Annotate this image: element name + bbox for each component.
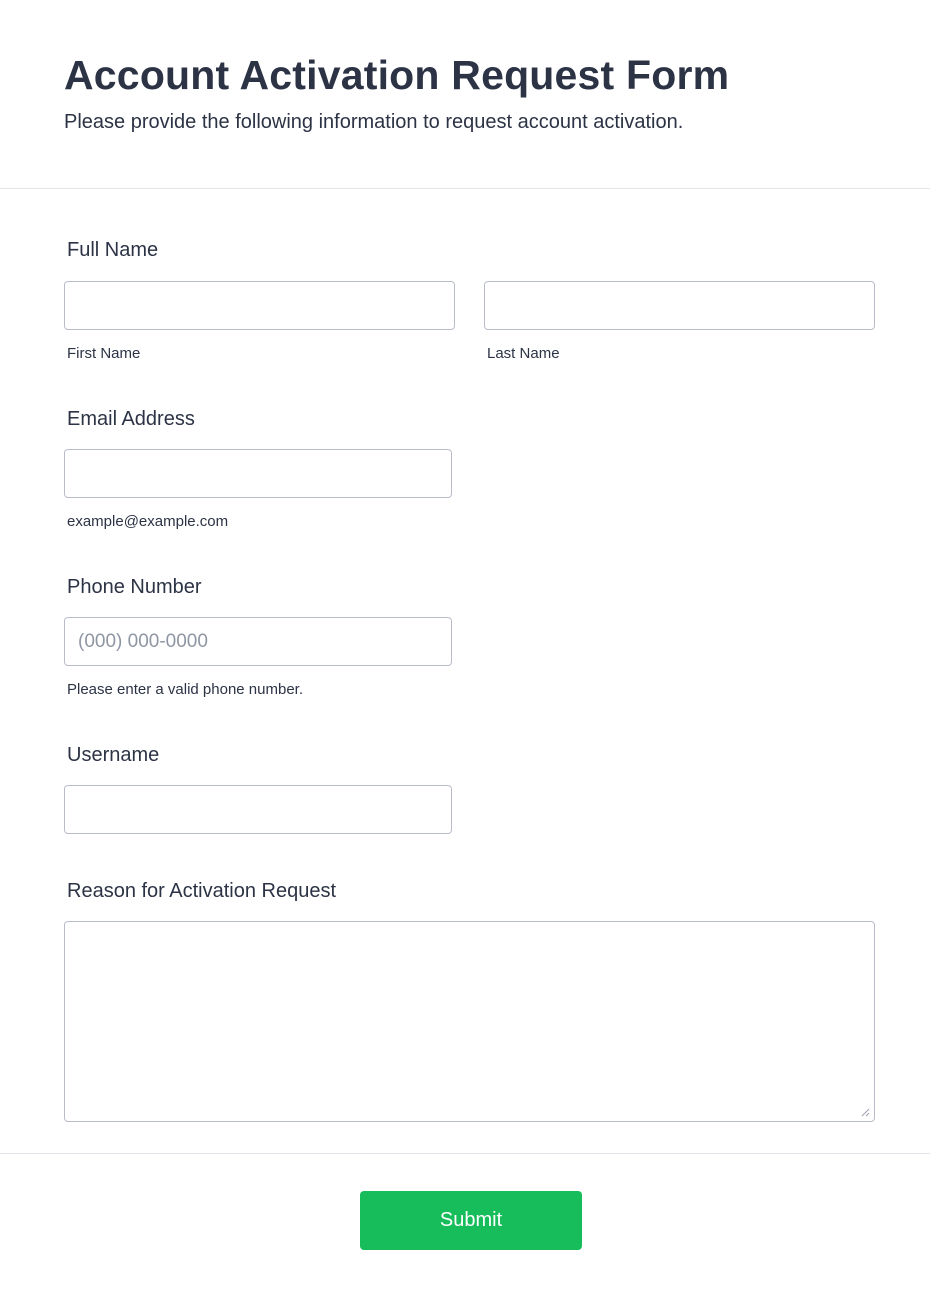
form-header: [0, 0, 930, 189]
email-sublabel: example@example.com: [67, 513, 229, 530]
reason-label: Reason for Activation Request: [67, 880, 337, 902]
username-input[interactable]: [64, 785, 452, 834]
email-label: Email Address: [67, 408, 195, 430]
first-name-input[interactable]: [64, 281, 455, 330]
email-input[interactable]: [64, 449, 452, 498]
full-name-label: Full Name: [67, 239, 159, 261]
first-name-sublabel: First Name: [67, 345, 141, 362]
submit-button[interactable]: Submit: [360, 1191, 582, 1250]
phone-sublabel: Please enter a valid phone number.: [67, 681, 303, 698]
last-name-input[interactable]: [484, 281, 875, 330]
phone-input[interactable]: [64, 617, 452, 666]
reason-textarea[interactable]: [64, 921, 875, 1122]
resize-grip-icon[interactable]: [860, 1107, 870, 1117]
footer-divider: [0, 1153, 930, 1154]
username-label: Username: [67, 744, 160, 766]
last-name-sublabel: Last Name: [487, 345, 560, 362]
phone-label: Phone Number: [67, 576, 202, 598]
form-subtitle: Please provide the following information to request account activation.: [64, 111, 684, 133]
form-title: Account Activation Request Form: [64, 52, 730, 98]
